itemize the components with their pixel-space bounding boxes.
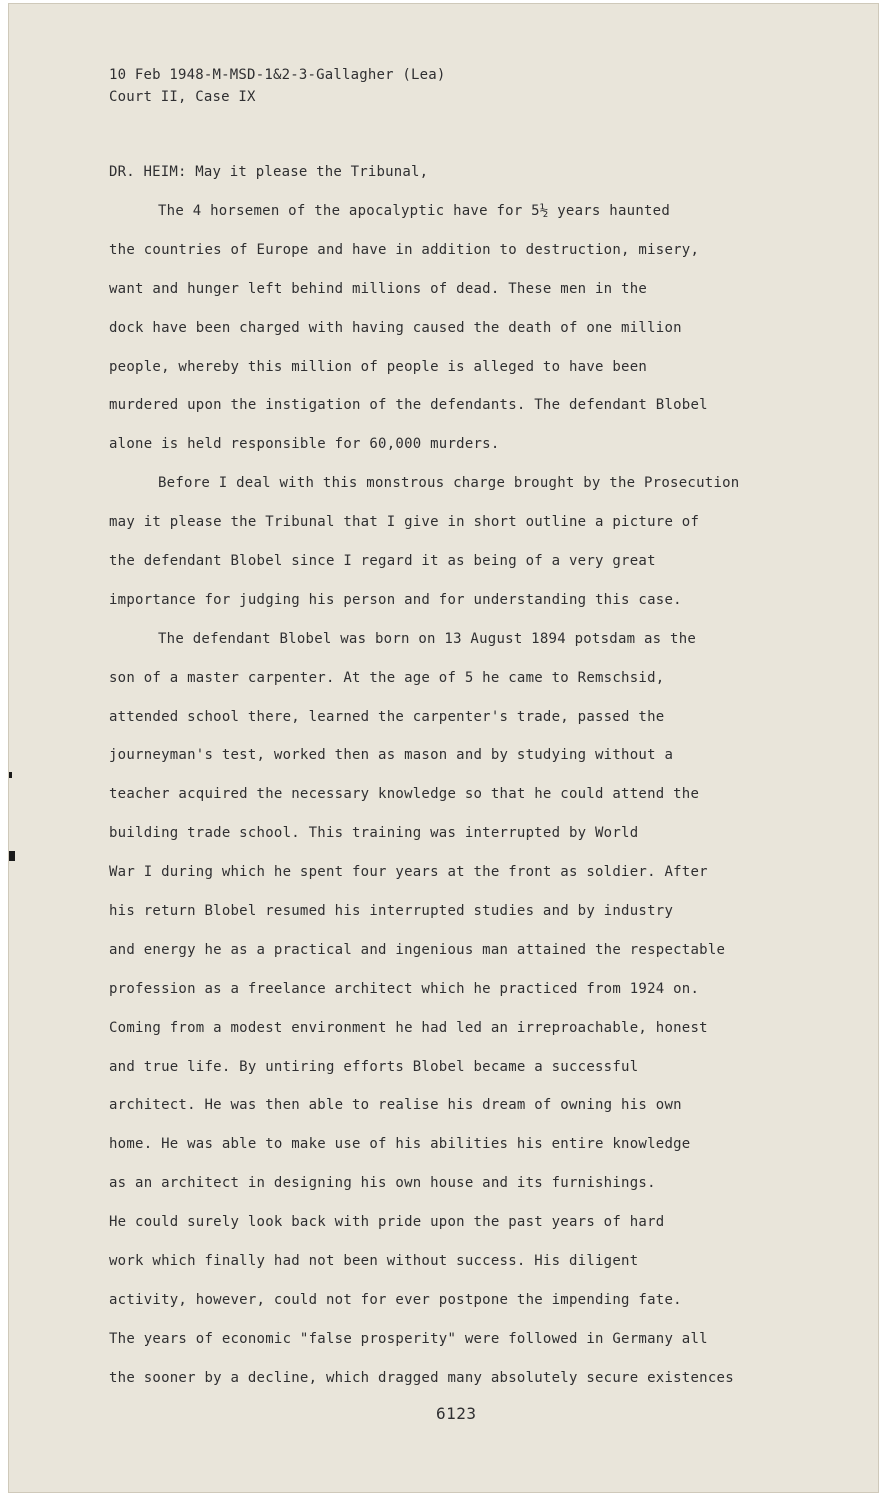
transcript-line: teacher acquired the necessary knowledge so that he could attend the — [109, 786, 700, 803]
transcript-line: want and hunger left behind millions of dead. These men in the — [109, 280, 648, 297]
transcript-line: The defendant Blobel was born on 13 August 1894 potsdam as the — [158, 630, 697, 647]
transcript-line: journeyman's test, worked then as mason and by studying without a — [109, 747, 674, 764]
transcript-line: his return Blobel resumed his interrupted studies and by industry — [109, 903, 674, 920]
transcript-line: attended school there, learned the carpenter's trade, passed the — [109, 708, 665, 725]
document-header — [109, 64, 446, 108]
transcript-line: and energy he as a practical and ingenious man attained the respectable — [109, 941, 726, 958]
transcript-line: and true life. By untiring efforts Blobel became a successful — [109, 1058, 639, 1075]
speaker-line: DR. HEIM: May it please the Tribunal, — [109, 164, 429, 180]
transcript-line: may it please the Tribunal that I give in short outline a picture of — [109, 514, 700, 531]
transcript-line: profession as a freelance architect which he practiced from 1924 on. — [109, 980, 700, 997]
transcript-line: activity, however, could not for ever postpone the impending fate. — [109, 1291, 682, 1308]
transcript-line: people, whereby this million of people is alleged to have been — [109, 358, 648, 375]
transcript-line: the countries of Europe and have in addition to destruction, misery, — [109, 241, 700, 258]
page-number: 6123 — [436, 1404, 477, 1423]
transcript-line: The 4 horsemen of the apocalyptic have for 5½ years haunted — [158, 203, 671, 219]
transcript-line: Coming from a modest environment he had led an irreproachable, honest — [109, 1019, 708, 1036]
transcript-line: importance for judging his person and for understanding this case. — [109, 591, 682, 608]
transcript-line: the sooner by a decline, which dragged many absolutely secure existences — [109, 1369, 734, 1386]
transcript-line: the defendant Blobel since I regard it as being of a very great — [109, 553, 656, 570]
transcript-line: architect. He was then able to realise his dream of owning his own — [109, 1097, 682, 1114]
transcript-line: Before I deal with this monstrous charge brought by the Prosecution — [158, 475, 740, 492]
document-page — [8, 3, 879, 1493]
transcript-line: He could surely look back with pride upon the past years of hard — [109, 1214, 665, 1231]
transcript-line: building trade school. This training was interrupted by World — [109, 825, 639, 842]
transcript-line: War I during which he spent four years at the front as soldier. After — [109, 864, 708, 881]
header-court-line: Court II, Case IX — [109, 89, 256, 105]
transcript-line: The years of economic "false prosperity" were followed in Germany all — [109, 1330, 708, 1347]
transcript-line: as an architect in designing his own house and its furnishings. — [109, 1175, 656, 1192]
transcript-line: alone is held responsible for 60,000 murders. — [109, 436, 500, 453]
transcript-line: work which finally had not been without success. His diligent — [109, 1253, 639, 1270]
transcript-line: murdered upon the instigation of the defendants. The defendant Blobel — [109, 397, 708, 414]
header-session-line: 10 Feb 1948-M-MSD-1&2-3-Gallagher (Lea) — [109, 67, 446, 83]
transcript-line: home. He was able to make use of his abilities his entire knowledge — [109, 1136, 691, 1153]
binding-mark — [9, 851, 15, 861]
transcript-line: dock have been charged with having caused the death of one million — [109, 319, 682, 336]
binding-mark — [9, 772, 12, 778]
transcript-body — [109, 198, 829, 1404]
transcript-line: son of a master carpenter. At the age of 5 he came to Remschsid, — [109, 669, 665, 686]
